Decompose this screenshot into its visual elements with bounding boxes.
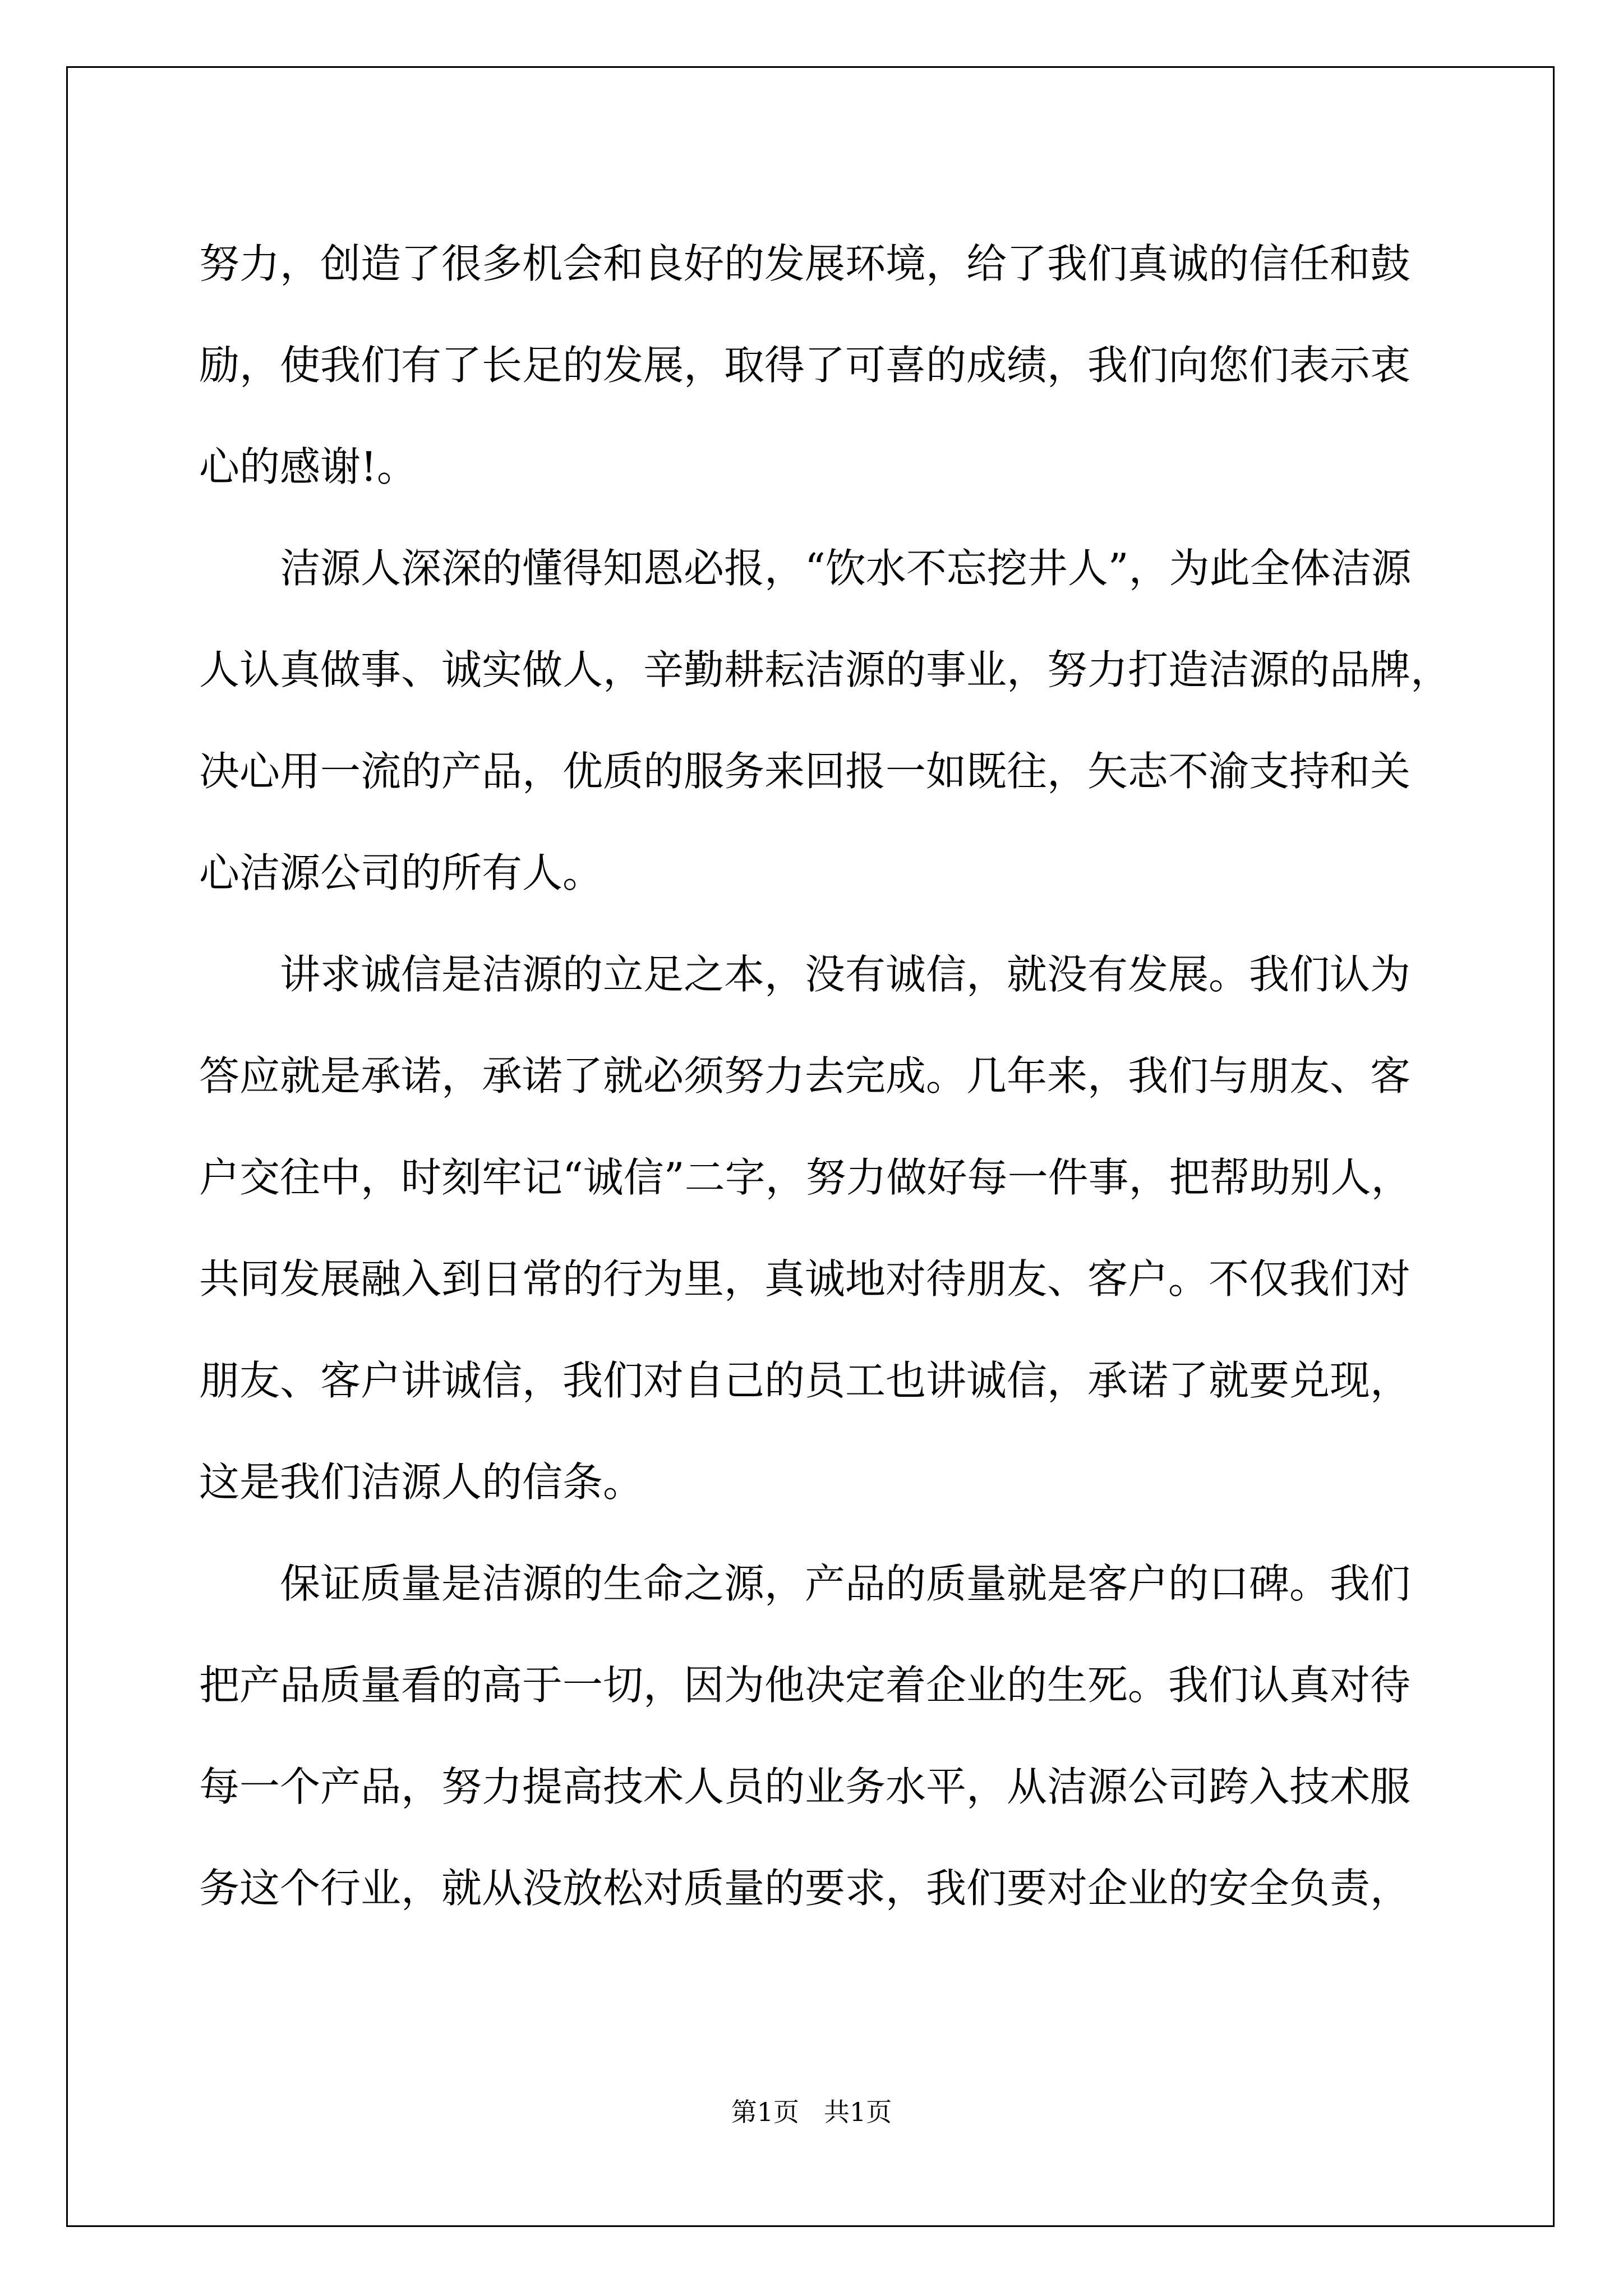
- text-line: 务这个行业，就从没放松对质量的要求，我们要对企业的安全负责，: [199, 1865, 1411, 1912]
- text-line: 讲求诚信是洁源的立足之本，没有诚信，就没有发展。我们认为: [199, 951, 1411, 998]
- page-footer: [0, 2095, 1623, 2129]
- text-line: 人认真做事、诚实做人，辛勤耕耘洁源的事业，努力打造洁源的品牌，: [199, 646, 1451, 693]
- page-total: 共1页: [824, 2097, 892, 2127]
- document-body: [199, 213, 1451, 1939]
- text-line: 心的感谢!。: [199, 443, 417, 490]
- text-line: 每一个产品，努力提高技术人员的业务水平，从洁源公司跨入技术服: [199, 1763, 1411, 1810]
- text-line: 朋友、客户讲诚信，我们对自己的员工也讲诚信，承诺了就要兑现，: [199, 1357, 1411, 1404]
- page-number: 第1页: [731, 2097, 799, 2127]
- text-line: 这是我们洁源人的信条。: [199, 1458, 644, 1506]
- text-line: 答应就是承诺，承诺了就必须努力去完成。几年来，我们与朋友、客: [199, 1052, 1411, 1099]
- text-line: 努力，创造了很多机会和良好的发展环境，给了我们真诚的信任和鼓: [199, 240, 1411, 287]
- text-line: 决心用一流的产品，优质的服务来回报一如既往，矢志不渝支持和关: [199, 748, 1411, 795]
- text-line: 励，使我们有了长足的发展，取得了可喜的成绩，我们向您们表示衷: [199, 342, 1411, 389]
- text-line: 洁源人深深的懂得知恩必报，“饮水不忘挖井人”，为此全体洁源: [199, 545, 1412, 592]
- text-line: 把产品质量看的高于一切，因为他决定着企业的生死。我们认真对待: [199, 1662, 1411, 1709]
- text-line: 户交往中，时刻牢记“诚信”二字，努力做好每一件事，把帮助别人，: [199, 1154, 1412, 1201]
- text-line: 共同发展融入到日常的行为里，真诚地对待朋友、客户。不仅我们对: [199, 1255, 1411, 1303]
- text-line: 保证质量是洁源的生命之源，产品的质量就是客户的口碑。我们: [199, 1560, 1411, 1607]
- text-line: 心洁源公司的所有人。: [199, 849, 603, 896]
